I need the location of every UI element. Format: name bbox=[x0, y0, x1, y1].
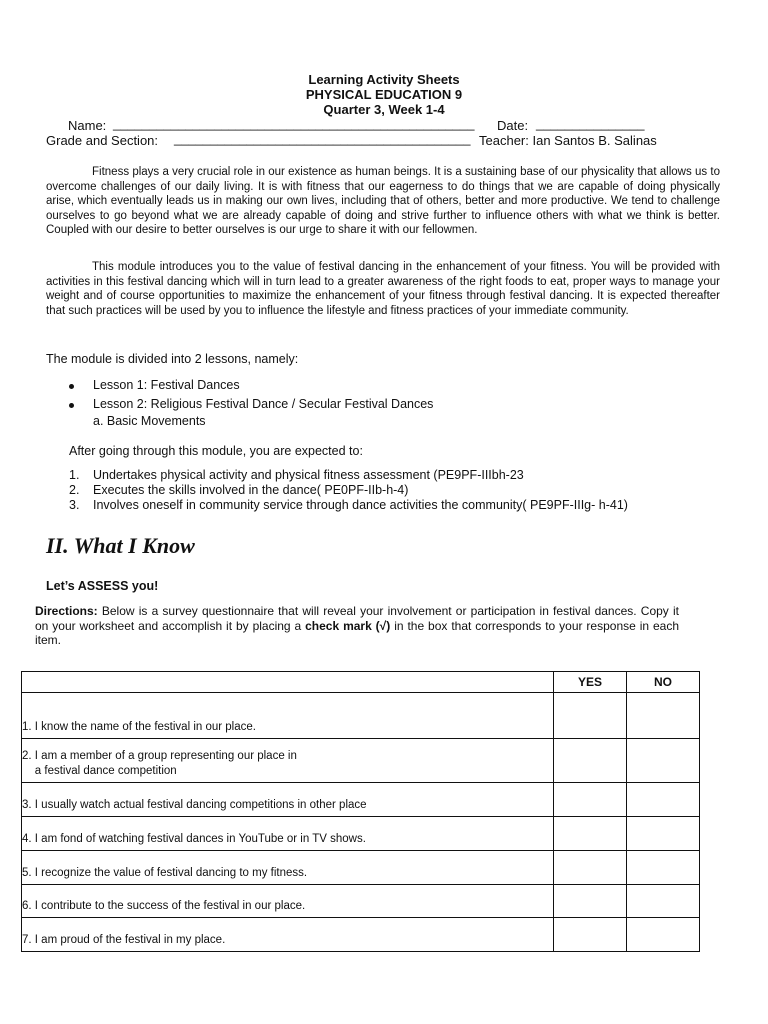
survey-item: 7. I am proud of the festival in my place. bbox=[22, 918, 554, 952]
table-row bbox=[22, 885, 700, 918]
yes-checkbox-cell[interactable] bbox=[554, 693, 627, 739]
table-row bbox=[22, 817, 700, 851]
no-checkbox-cell[interactable] bbox=[627, 817, 700, 851]
intro-paragraph-2: This module introduces you to the value of festival dancing in the enhancement of your fitness. You will be provided with activities in this festival dancing which will in turn lead to a greater awareness of the right foods to eat, proper ways to manage your weight and of course opportunities to maximize the enhancement of your fitness through festival dancing. It is expected thereafter that such practices will be used by you to influence the lifestyle and fitness practices of your immediate community. bbox=[46, 261, 720, 317]
name-blank: __________________________________________________ bbox=[113, 116, 475, 131]
objective-number: 1. bbox=[69, 468, 80, 482]
date-blank: _______________ bbox=[536, 116, 645, 131]
survey-item: 2. I am a member of a group representing our place in a festival dance competition bbox=[22, 739, 554, 783]
objective-number: 2. bbox=[69, 483, 80, 497]
objective-text: Involves oneself in community service through dance activities the community( PE9PF-IIIg- h-41) bbox=[93, 498, 628, 512]
bullet-icon bbox=[69, 403, 74, 408]
directions-text: Directions: Below is a survey questionnaire that will reveal your involvement or participation in festival dances. Copy it on your worksheet and accomplish it by placing a check mark (√) in the box that corresponds to your response in each item. bbox=[35, 604, 679, 648]
header-yes: YES bbox=[554, 672, 627, 693]
no-checkbox-cell[interactable] bbox=[627, 851, 700, 885]
objective-text: Undertakes physical activity and physical fitness assessment (PE9PF-IIIbh-23 bbox=[93, 468, 524, 482]
yes-checkbox-cell[interactable] bbox=[554, 851, 627, 885]
name-label: Name: bbox=[68, 118, 107, 133]
survey-item: 6. I contribute to the success of the festival in our place. bbox=[22, 885, 554, 918]
table-row bbox=[22, 918, 700, 952]
lessons-intro: The module is divided into 2 lessons, namely: bbox=[46, 352, 299, 366]
teacher-label: Teacher: Ian Santos B. Salinas bbox=[479, 133, 657, 148]
no-checkbox-cell[interactable] bbox=[627, 918, 700, 952]
grade-label: Grade and Section: bbox=[46, 133, 159, 148]
no-checkbox-cell[interactable] bbox=[627, 739, 700, 783]
activity-sheet-page: Learning Activity Sheets PHYSICAL EDUCATION 9 Quarter 3, Week 1-4 Name: __________________________________________________ Date: _______________ Grade and Section: _________________________________________ Teacher: Ian Santos B. Salinas Fitness plays a very crucial role in our existence as human beings. It is a sustaining base of our physicality that allows us to overcome challenges of our daily living. It is with fitness that our eagerness to do things that we are capable of doing physically arise, which eventually leads us in making our own lives, including that of others, better and more productive. We tend to challenge ourselves to go beyond what we are already capable of doing and strive further to influence others with what we think is better. Coupled with our desire to better ourselves is our urge to share it with our fellowmen. This module introduces you to the value of festival dancing in the enhancement of your fitness. You will be provided with activities in this festival dancing which will in turn lead to a greater awareness of the right foods to eat, proper ways to manage your weight and of course opportunities to maximize the enhancement of your fitness through festival dancing. It is expected thereafter that such practices will be used by you to influence the lifestyle and fitness practices of your immediate community. The module is divided into 2 lessons, namely: Lesson 1: Festival Dances Lesson 2: Religious Festival Dance / Secular Festival Dances a. Basic Movements After going through this module, you are expected to: 1. Undertakes physical activity and physical fitness assessment (PE9PF-IIIbh-23 2. Executes the skills involved in the dance( PE0PF-IIb-h-4) 3. Involves oneself in community service through dance activities the community( PE9PF-IIIg- h-41) II. What I Know Let’s ASSESS you! Directions: Below is a survey questionnaire that will reveal your involvement or participation in festival dances. Copy it on your worksheet and accomplish it by placing a check mark (√) in the box that corresponds to your response in each item. YES NO 1. I know the name of the festival in our place. 2. I am a member of a group representing our place in a festival dance competition 3. I usually watch actual festival dancing competitions in other place 4. I am fond of watching festival dances in YouTube or in TV shows. 5. I recognize the value of festival dancing to my fitness. 6. I contribute to the success of the festival in our place. 7. I am proud of the festival in my place. bbox=[0, 0, 768, 1024]
survey-item: 5. I recognize the value of festival dancing to my fitness. bbox=[22, 851, 554, 885]
yes-checkbox-cell[interactable] bbox=[554, 885, 627, 918]
yes-checkbox-cell[interactable] bbox=[554, 739, 627, 783]
no-checkbox-cell[interactable] bbox=[627, 693, 700, 739]
check-mark-emphasis: check mark (√) bbox=[305, 618, 391, 633]
table-row bbox=[22, 783, 700, 817]
section-title: II. What I Know bbox=[46, 533, 195, 558]
section-subtitle: Let’s ASSESS you! bbox=[46, 579, 159, 593]
no-checkbox-cell[interactable] bbox=[627, 783, 700, 817]
intro-paragraph-1: Fitness plays a very crucial role in our existence as human beings. It is a sustaining base of our physicality that allows us to overcome challenges of our daily living. It is with fitness that our eagerness to do things that we are capable of doing physically arise, which eventually leads us in making our own lives, including that of others, better and more productive. We tend to challenge ourselves to go beyond what we are already capable of doing and strive further to influence others with what we think is better. Coupled with our desire to better ourselves is our urge to share it with our fellowmen. bbox=[46, 166, 720, 237]
lesson-sub-item: a. Basic Movements bbox=[93, 414, 206, 428]
header-blank bbox=[22, 672, 554, 693]
yes-checkbox-cell[interactable] bbox=[554, 817, 627, 851]
survey-table bbox=[21, 671, 700, 952]
subject-title: PHYSICAL EDUCATION 9 bbox=[305, 87, 463, 102]
yes-checkbox-cell[interactable] bbox=[554, 783, 627, 817]
table-row bbox=[22, 693, 700, 739]
survey-item: 3. I usually watch actual festival dancing competitions in other place bbox=[22, 783, 554, 817]
sheet-title: Learning Activity Sheets bbox=[308, 72, 460, 87]
grade-blank: _________________________________________ bbox=[174, 131, 471, 146]
objective-text: Executes the skills involved in the dance( PE0PF-IIb-h-4) bbox=[93, 483, 409, 497]
expected-intro: After going through this module, you are expected to: bbox=[69, 444, 363, 458]
survey-item: 1. I know the name of the festival in our place. bbox=[22, 693, 554, 739]
directions-label: Directions: bbox=[35, 604, 98, 618]
quarter-title: Quarter 3, Week 1-4 bbox=[323, 102, 445, 117]
date-label: Date: bbox=[497, 118, 529, 133]
no-checkbox-cell[interactable] bbox=[627, 885, 700, 918]
bullet-icon bbox=[69, 384, 74, 389]
table-row bbox=[22, 851, 700, 885]
survey-item: 4. I am fond of watching festival dances in YouTube or in TV shows. bbox=[22, 817, 554, 851]
objective-number: 3. bbox=[69, 498, 80, 512]
yes-checkbox-cell[interactable] bbox=[554, 918, 627, 952]
table-row bbox=[22, 739, 700, 783]
header-no: NO bbox=[627, 672, 700, 693]
table-header-row bbox=[22, 672, 700, 693]
